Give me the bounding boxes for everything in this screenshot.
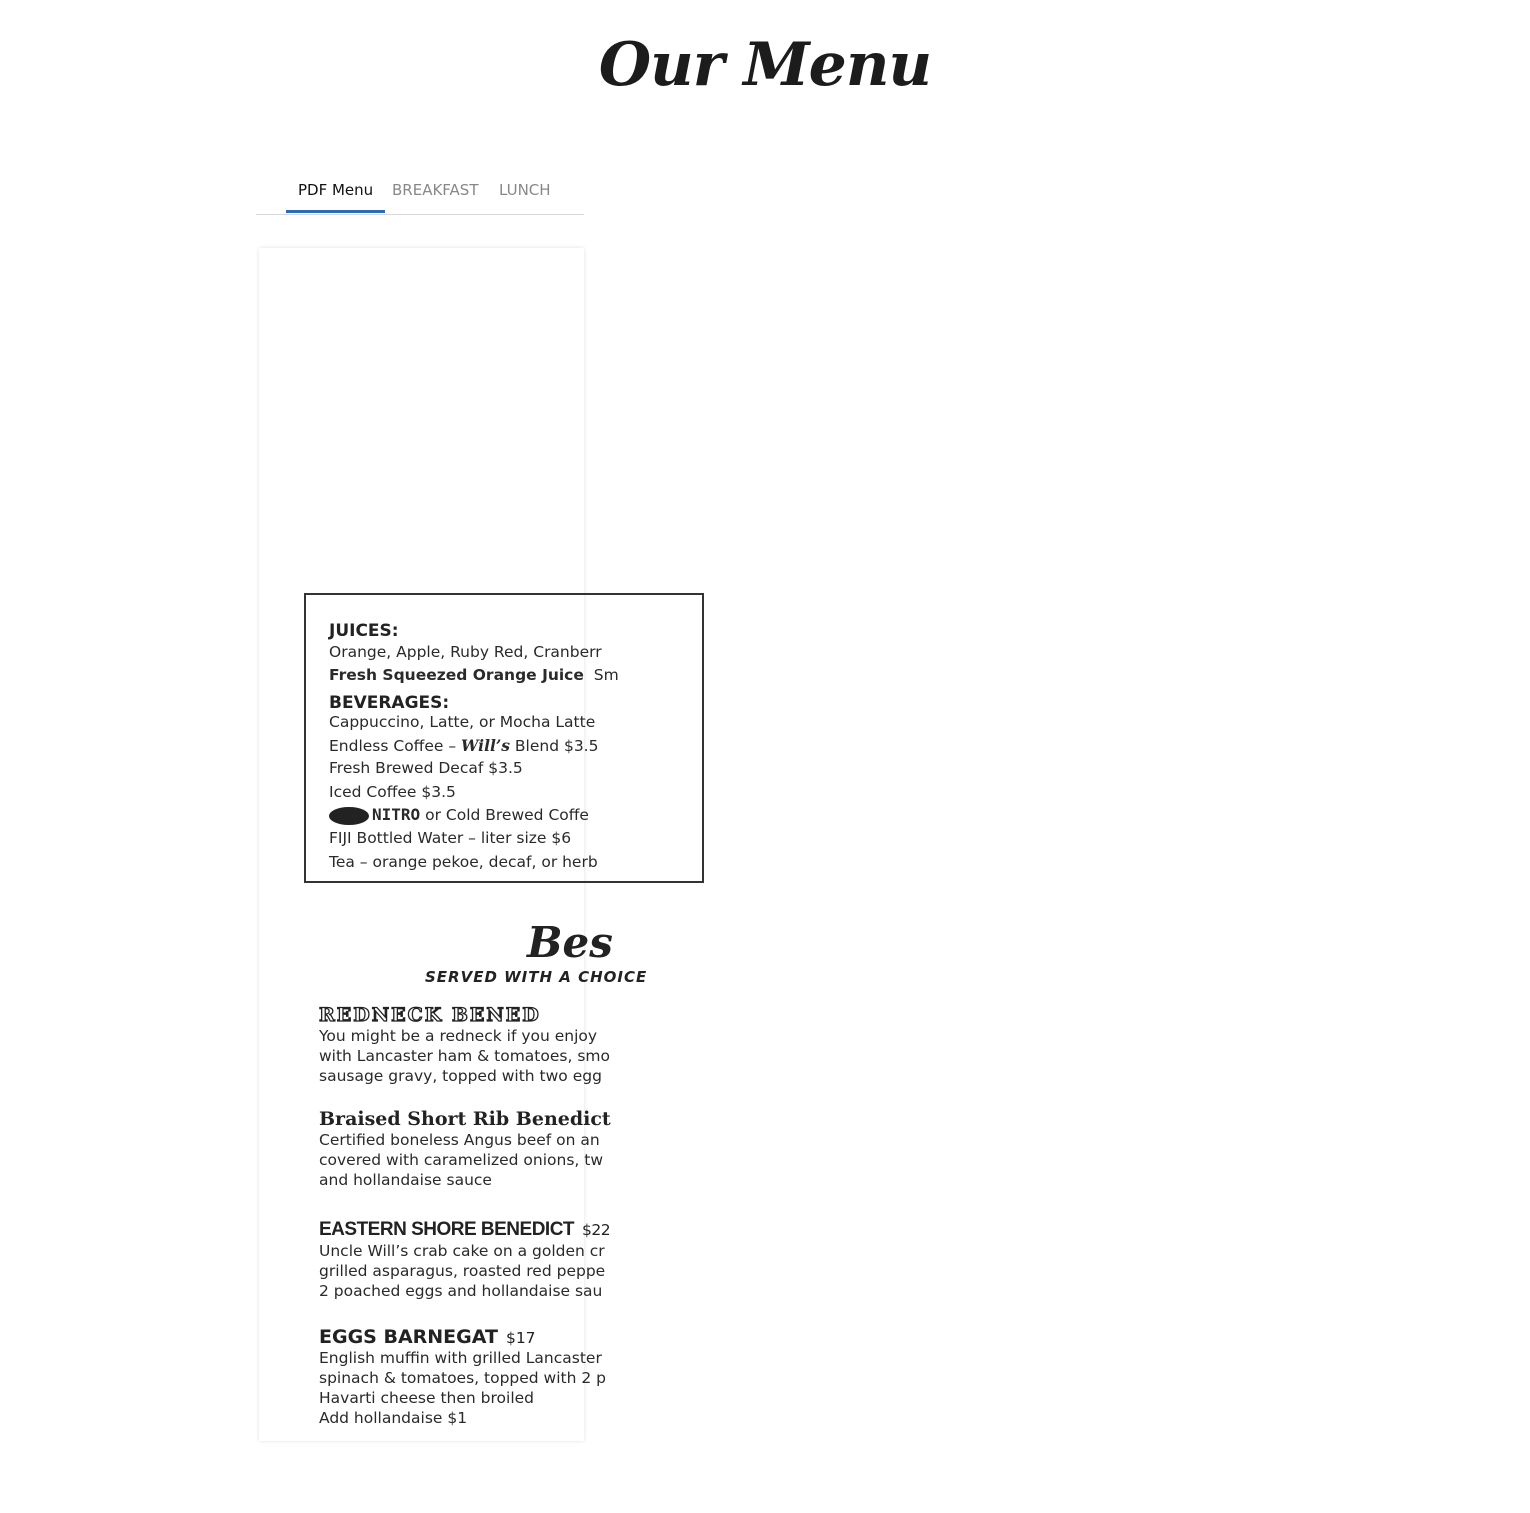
item-desc-line: spinach & tomatoes, topped with 2 p	[319, 1369, 606, 1387]
item-desc-line: and hollandaise sauce	[319, 1171, 492, 1189]
brewing-logo-icon	[329, 807, 369, 825]
fresh-oj-line	[329, 666, 619, 684]
fresh-oj-size: Sm	[593, 666, 619, 684]
item-name: REDNECK BENED	[319, 1004, 541, 1026]
tab-pdf-menu[interactable]: PDF Menu	[286, 170, 385, 213]
item-desc-line: sausage gravy, topped with two egg	[319, 1067, 602, 1085]
item-desc-line: Havarti cheese then broiled	[319, 1389, 534, 1407]
tab-lunch[interactable]: LUNCH	[499, 181, 551, 199]
item-name-line	[319, 1219, 919, 1241]
menu-item	[319, 1108, 919, 1190]
item-desc-line: You might be a redneck if you enjoy	[319, 1027, 598, 1045]
item-price: $22	[582, 1221, 611, 1239]
water-line: FIJI Bottled Water – liter size $6	[329, 829, 572, 847]
menu-item	[319, 1219, 919, 1301]
item-desc-line: English muffin with grilled Lancaster	[319, 1349, 602, 1367]
nitro-label: NITRO	[372, 805, 421, 824]
tea-line: Tea – orange pekoe, decaf, or herb	[329, 853, 598, 871]
endless-coffee-line	[329, 736, 598, 755]
iced-coffee-line: Iced Coffee $3.5	[329, 783, 456, 801]
menu-tabs	[256, 170, 584, 215]
pdf-viewer[interactable]	[259, 248, 648, 1441]
nitro-line	[329, 805, 589, 825]
item-name-line	[319, 1326, 919, 1348]
decaf-line: Fresh Brewed Decaf $3.5	[329, 759, 523, 777]
item-desc-line: Add hollandaise $1	[319, 1409, 468, 1427]
item-desc-line: Certified boneless Angus beef on an	[319, 1131, 600, 1149]
wills-script: Will’s	[461, 736, 510, 755]
section-subtitle: SERVED WITH A CHOICE	[425, 968, 648, 986]
item-desc-line: with Lancaster ham & tomatoes, smo	[319, 1047, 610, 1065]
item-name: EGGS BARNEGAT	[319, 1326, 498, 1348]
beverages-box	[304, 593, 704, 883]
juices-list: Orange, Apple, Ruby Red, Cranberr	[329, 643, 602, 661]
item-name: EASTERN SHORE BENEDICT	[319, 1219, 575, 1240]
nitro-rest: or Cold Brewed Coffe	[420, 806, 589, 824]
item-price: $17	[505, 1329, 536, 1347]
beverages-heading: BEVERAGES:	[329, 693, 450, 713]
item-desc-line: grilled asparagus, roasted red peppe	[319, 1262, 606, 1280]
juices-heading: JUICES:	[329, 621, 399, 641]
item-desc-line: 2 poached eggs and hollandaise sau	[319, 1282, 603, 1300]
item-desc-line: Uncle Will’s crab cake on a golden cr	[319, 1242, 605, 1260]
item-desc-line: covered with caramelized onions, tw	[319, 1151, 604, 1169]
menu-item	[319, 1004, 919, 1086]
cappuccino-line: Cappuccino, Latte, or Mocha Latte	[329, 713, 596, 731]
page-title: Our Menu	[598, 30, 932, 100]
item-name: Braised Short Rib Benedict	[319, 1108, 611, 1130]
endless-coffee-prefix: Endless Coffee –	[329, 737, 462, 755]
menu-item	[319, 1326, 919, 1428]
fresh-oj-label: Fresh Squeezed Orange Juice	[329, 666, 584, 684]
section-title: Bes	[527, 918, 613, 967]
endless-coffee-suffix: Blend $3.5	[509, 737, 599, 755]
tab-breakfast[interactable]: BREAKFAST	[392, 181, 479, 199]
